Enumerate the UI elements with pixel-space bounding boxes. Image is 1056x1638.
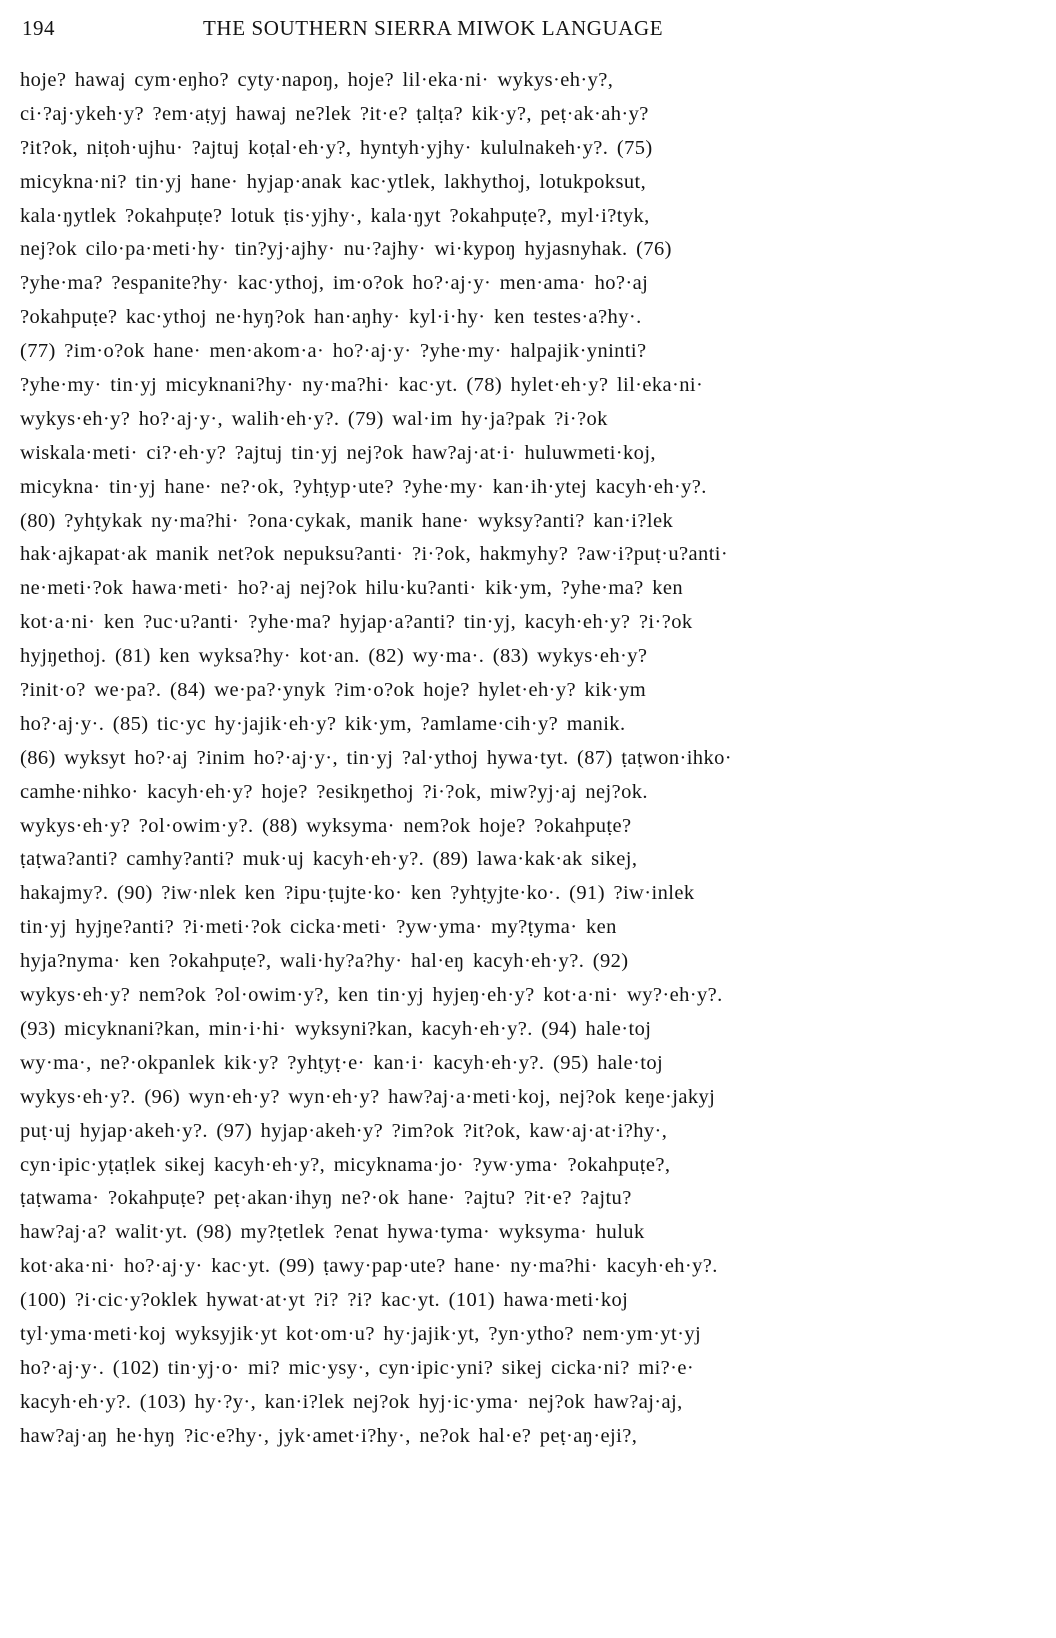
- running-title: THE SOUTHERN SIERRA MIWOK LANGUAGE: [203, 16, 664, 40]
- text-line: kot·aka·ni· ho?·aj·y· kac·yt. (99) ṭawy·pap·ute? hane· ny·ma?hi· kacyh·eh·y?.: [20, 1255, 718, 1278]
- text-line: ṭaṭwa?anti? camhy?anti? muk·uj kacyh·eh·y?. (89) lawa·kak·ak sikej,: [20, 848, 638, 871]
- text-line: micykna·ni? tin·yj hane· hyjap·anak kac·ytlek, lakhythoj, lotukpoksut,: [20, 170, 647, 193]
- text-line: wykys·eh·y?. (96) wyn·eh·y? wyn·eh·y? haw?aj·a·meti·koj, nej?ok keŋe·jakyj: [20, 1085, 716, 1108]
- text-line: ?okahpuṭe? kac·ythoj ne·hyŋ?ok han·aŋhy· kyl·i·hy· ken testes·a?hy·.: [20, 306, 642, 329]
- text-line: (77) ?im·o?ok hane· men·akom·a· ho?·aj·y· ?yhe·my· halpajik·yninti?: [20, 340, 647, 363]
- text-line: wy·ma·, ne?·okpanlek kik·y? ?yhṭyṭ·e· kan·i· kacyh·eh·y?. (95) hale·toj: [20, 1051, 664, 1074]
- page-header: [22, 16, 1032, 46]
- text-line: ?it?ok, niṭoh·ujhu· ?ajtuj koṭal·eh·y?, hyntyh·yjhy· kululnakeh·y?. (75): [20, 136, 653, 159]
- text-line: hyja?nyma· ken ?okahpuṭe?, wali·hy?a?hy· hal·eŋ kacyh·eh·y?. (92): [20, 950, 629, 973]
- text-line: hakajmy?. (90) ?iw·nlek ken ?ipu·ṭujte·ko· ken ?yhṭyjte·ko·. (91) ?iw·inlek: [20, 882, 695, 905]
- text-line: ?yhe·my· tin·yj micyknani?hy· ny·ma?hi· kac·yt. (78) hylet·eh·y? lil·eka·ni·: [20, 374, 704, 397]
- text-line: hyjŋethoj. (81) ken wyksa?hy· kot·an. (82) wy·ma·. (83) wykys·eh·y?: [20, 645, 648, 668]
- text-line: puṭ·uj hyjap·akeh·y?. (97) hyjap·akeh·y? ?im?ok ?it?ok, kaw·aj·at·i?hy·,: [20, 1119, 668, 1142]
- text-line: hoje? hawaj cym·eŋho? cyty·napoŋ, hoje? lil·eka·ni· wykys·eh·y?,: [20, 69, 614, 91]
- text-line: tyl·yma·meti·koj wyksyjik·yt kot·om·u? hy·jajik·yt, ?yn·ytho? nem·ym·yt·yj: [20, 1322, 702, 1345]
- text-line: ho?·aj·y·. (85) tic·yc hy·jajik·eh·y? kik·ym, ?amlame·cih·y? manik.: [20, 712, 626, 735]
- text-line: wykys·eh·y? ho?·aj·y·, walih·eh·y?. (79) wal·im hy·ja?pak ?i·?ok: [20, 407, 608, 430]
- text-line: ci·?aj·ykeh·y? ?em·aṭyj hawaj ne?lek ?it·e? ṭalṭa? kik·y?, peṭ·ak·ah·y?: [20, 102, 649, 125]
- text-line: haw?aj·aŋ he·hyŋ ?ic·e?hy·, jyk·amet·i?hy·, ne?ok hal·e? peṭ·aŋ·eji?,: [20, 1424, 638, 1447]
- text-line: (80) ?yhṭykak ny·ma?hi· ?ona·cykak, manik hane· wyksy?anti? kan·i?lek: [20, 509, 674, 532]
- text-line: nej?ok cilo·pa·meti·hy· tin?yj·ajhy· nu·?ajhy· wi·kypoŋ hyjasnyhak. (76): [20, 238, 672, 261]
- text-line: wiskala·meti· ci?·eh·y? ?ajtuj tin·yj nej?ok haw?aj·at·i· huluwmeti·koj,: [20, 441, 656, 464]
- text-line: ne·meti·?ok hawa·meti· ho?·aj nej?ok hilu·ku?anti· kik·ym, ?yhe·ma? ken: [20, 577, 684, 600]
- text-line: ?yhe·ma? ?espanite?hy· kac·ythoj, im·o?ok ho?·aj·y· men·ama· ho?·aj: [20, 272, 649, 295]
- text-line: kala·ŋytlek ?okahpuṭe? lotuk ṭis·yjhy·, kala·ŋyt ?okahpuṭe?, myl·i?tyk,: [20, 204, 650, 227]
- body-text: [20, 64, 1035, 1454]
- text-line: (86) wyksyt ho?·aj ?inim ho?·aj·y·, tin·yj ?al·ythoj hywa·tyt. (87) ṭaṭwon·ihko·: [20, 746, 732, 769]
- text-line: (100) ?i·cic·y?oklek hywat·at·yt ?i? ?i? kac·yt. (101) hawa·meti·koj: [20, 1289, 629, 1312]
- text-line: kot·a·ni· ken ?uc·u?anti· ?yhe·ma? hyjap·a?anti? tin·yj, kacyh·eh·y? ?i·?ok: [20, 611, 693, 634]
- text-line: wykys·eh·y? ?ol·owim·y?. (88) wyksyma· nem?ok hoje? ?okahpuṭe?: [20, 814, 632, 837]
- text-line: ?init·o? we·pa?. (84) we·pa?·ynyk ?im·o?ok hoje? hylet·eh·y? kik·ym: [20, 679, 647, 702]
- text-line: ho?·aj·y·. (102) tin·yj·o· mi? mic·ysy·, cyn·ipic·yni? sikej cicka·ni? mi?·e·: [20, 1356, 695, 1379]
- text-line: haw?aj·a? walit·yt. (98) my?ṭetlek ?enat hywa·tyma· wyksyma· huluk: [20, 1221, 645, 1244]
- text-line: hak·ajkapat·ak manik net?ok nepuksu?anti· ?i·?ok, hakmyhy? ?aw·i?puṭ·u?anti·: [20, 543, 729, 566]
- text-line: tin·yj hyjŋe?anti? ?i·meti·?ok cicka·meti· ?yw·yma· my?ṭyma· ken: [20, 916, 617, 939]
- text-line: (93) micyknani?kan, min·i·hi· wyksyni?kan, kacyh·eh·y?. (94) hale·toj: [20, 1017, 652, 1040]
- text-line: camhe·nihko· kacyh·eh·y? hoje? ?esikŋethoj ?i·?ok, miw?yj·aj nej?ok.: [20, 780, 648, 803]
- text-line: wykys·eh·y? nem?ok ?ol·owim·y?, ken tin·yj hyjeŋ·eh·y? kot·a·ni· wy?·eh·y?.: [20, 984, 723, 1007]
- text-line: micykna· tin·yj hane· ne?·ok, ?yhṭyp·ute? ?yhe·my· kan·ih·ytej kacyh·eh·y?.: [20, 475, 707, 498]
- text-line: kacyh·eh·y?. (103) hy·?y·, kan·i?lek nej?ok hyj·ic·yma· nej?ok haw?aj·aj,: [20, 1390, 683, 1413]
- text-line: cyn·ipic·yṭaṭlek sikej kacyh·eh·y?, micyknama·jo· ?yw·yma· ?okahpuṭe?,: [20, 1153, 671, 1176]
- text-line: ṭaṭwama· ?okahpuṭe? peṭ·akan·ihyŋ ne?·ok hane· ?ajtu? ?it·e? ?ajtu?: [20, 1187, 632, 1210]
- page-number: 194: [22, 16, 55, 40]
